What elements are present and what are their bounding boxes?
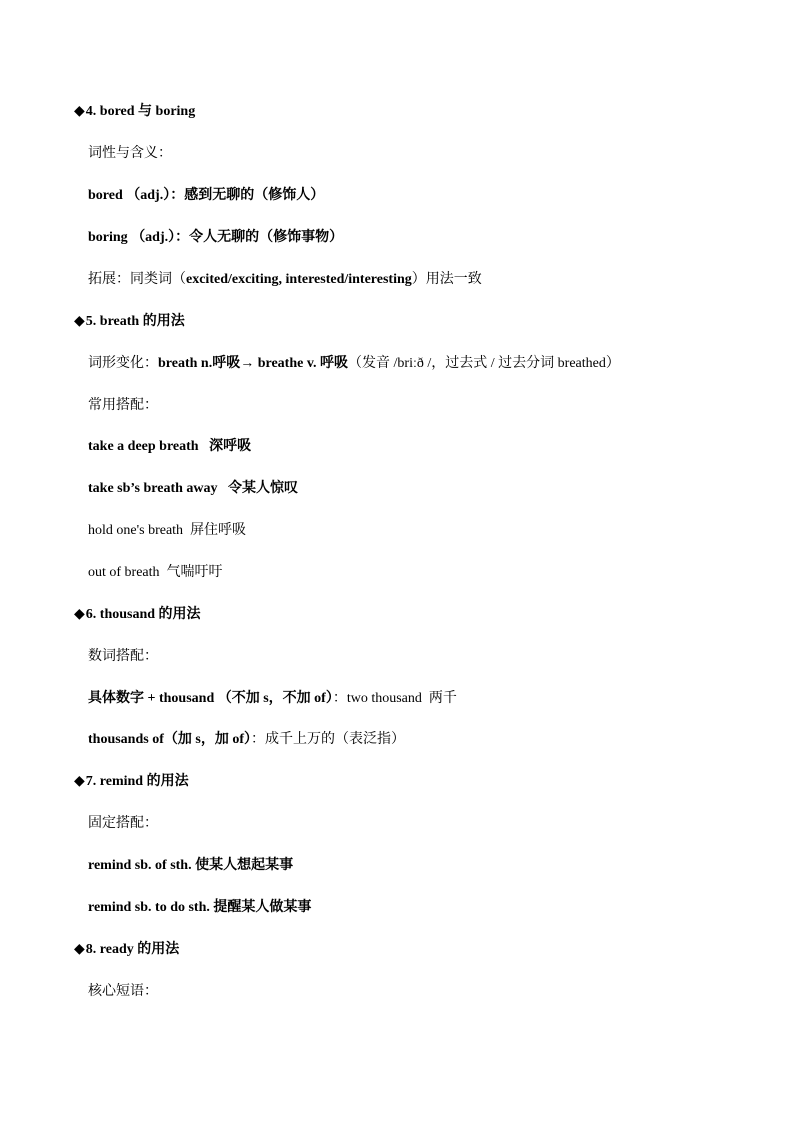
section-6-title: 6. thousand 的用法 (85, 607, 201, 622)
section-6-heading (74, 606, 201, 624)
section-4-heading (74, 103, 195, 121)
section-8-heading (74, 941, 179, 959)
diamond-bullet-icon: ◆ (74, 774, 85, 789)
diamond-bullet-icon: ◆ (74, 607, 85, 622)
s5-phrase-2 (88, 480, 298, 498)
s6-line-2 (88, 731, 405, 749)
forms-tail: （发音 /briːð /，过去式 / 过去分词 breathed） (348, 356, 620, 371)
s5-phrase-1 (88, 438, 251, 456)
diamond-bullet-icon: ◆ (74, 314, 85, 329)
s5-phrase-3 (88, 522, 246, 540)
phrase-1-cn: 深呼吸 (209, 439, 252, 454)
s6-l2-bold: thousands of（加 s，加 of） (88, 732, 251, 747)
ext-tail: ）用法一致 (411, 272, 482, 287)
s5-forms-line (88, 355, 620, 373)
section-5-heading (74, 313, 185, 331)
boring-meaning: 令人无聊的（修饰事物） (189, 230, 344, 245)
phrase-1-en: take a deep breath (88, 439, 199, 454)
bored-word: bored (88, 188, 123, 203)
s7-label: 固定搭配： (88, 816, 158, 831)
bored-pos: （adj.）： (126, 188, 185, 203)
section-7-heading (74, 773, 189, 791)
ext-words: excited/exciting, interested/interesting (186, 272, 412, 287)
s7-line-2: remind sb. to do sth. 提醒某人做某事 (88, 900, 312, 915)
s5-phrase-4 (88, 564, 223, 582)
s6-line-1 (88, 690, 457, 708)
boring-pos: （adj.）： (131, 230, 190, 245)
ext-label: 拓展：同类词（ (88, 272, 186, 287)
phrase-2-cn: 令某人惊叹 (228, 481, 299, 496)
phrase-4-cn: 气喘吁吁 (166, 565, 223, 580)
s5-common-label: 常用搭配： (88, 398, 158, 413)
forms-bold: breath n.呼吸→ breathe v. 呼吸 (158, 356, 349, 371)
section-7-title: 7. remind 的用法 (85, 774, 189, 789)
s7-line-1: remind sb. of sth. 使某人想起某事 (88, 858, 294, 873)
s6-l1-bold: 具体数字 + thousand （不加 s，不加 of） (88, 691, 333, 706)
s4-boring-line (88, 229, 343, 247)
phrase-3-cn: 屏住呼吸 (190, 523, 247, 538)
phrase-4-en: out of breath (88, 565, 160, 580)
boring-word: boring (88, 230, 128, 245)
forms-label: 词形变化： (88, 356, 158, 371)
diamond-bullet-icon: ◆ (74, 942, 85, 957)
s4-intro: 词性与含义： (88, 146, 172, 161)
phrase-2-en: take sb’s breath away (88, 481, 218, 496)
section-8-title: 8. ready 的用法 (85, 942, 180, 957)
section-5-title: 5. breath 的用法 (85, 314, 185, 329)
s6-l1-example: two thousand (346, 691, 422, 706)
s6-l1-cn: 两千 (428, 691, 457, 706)
s8-label: 核心短语： (88, 984, 158, 999)
s6-label: 数词搭配： (88, 649, 158, 664)
s4-bored-line (88, 187, 324, 205)
s6-l1-colon: ： (332, 691, 347, 706)
s4-extension-line (88, 271, 482, 289)
diamond-bullet-icon: ◆ (74, 104, 85, 119)
phrase-3-en: hold one's breath (88, 523, 184, 538)
bored-meaning: 感到无聊的（修饰人） (184, 188, 325, 203)
s6-l2-tail: ：成千上万的（表泛指） (250, 732, 405, 747)
section-4-title: 4. bored 与 boring (85, 104, 196, 119)
